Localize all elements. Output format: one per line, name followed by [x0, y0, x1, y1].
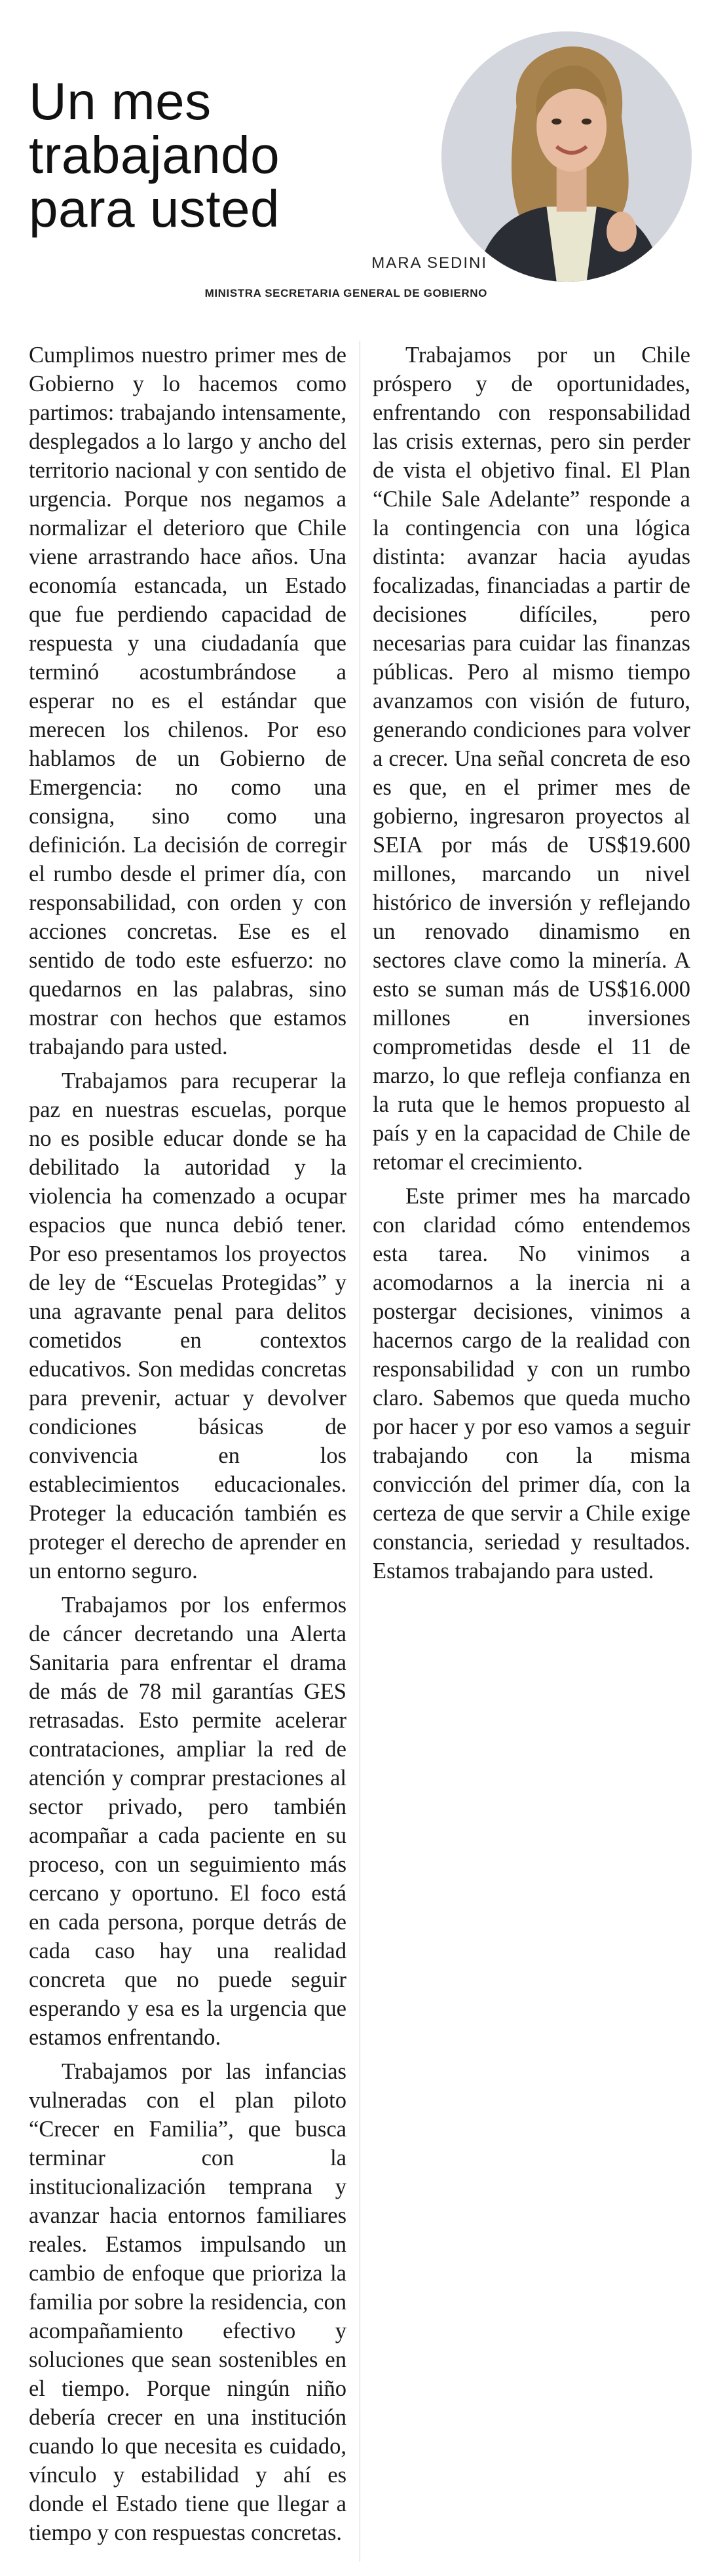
- headline-line-1: Un mes: [29, 71, 212, 130]
- author-portrait: [441, 31, 692, 282]
- headline: [29, 71, 422, 238]
- article-paragraph: Cumplimos nuestro primer mes de Gobierno y lo hacemos como partimos: trabajando intensamente, desplegados a lo largo y ancho del territorio nacional y con sentido de urgencia. Porque nos negamos a normalizar el deterioro que Chile viene arrastrando hace años. Una economía estancada, un Estado que fue perdiendo capacidad de respuesta y una ciudadanía que terminó acostumbrándose a esperar no es el estándar que merecen los chilenos. Por eso hablamos de un Gobierno de Emergencia: no como una consigna, sino como una definición. La decisión de corregir el rumbo desde el primer día, con responsabilidad, con orden y con acciones concretas. Ese es el sentido de todo este esfuerzo: no quedarnos en las palabras, sino mostrar con hechos que estamos trabajando para usted.: [29, 343, 346, 1059]
- article-paragraph: Trabajamos por los enfermos de cáncer decretando una Alerta Sanitaria para enfrentar el drama de más de 78 mil garantías GES retrasadas. Esto permite acelerar contrataciones, ampliar la red de atención y comprar prestaciones al sector privado, pero también acompañar a cada paciente en su proceso, con un seguimiento más cercano y oportuno. El foco está en cada persona, porque detrás de cada caso hay una realidad concreta que no puede seguir esperando y esa es la urgencia que estamos enfrentando.: [29, 1593, 346, 2050]
- article-paragraph: Trabajamos para recuperar la paz en nuestras escuelas, porque no es posible educar donde se ha debilitado la autoridad y la violencia ha comenzado a ocupar espacios que nunca debió tener. Por eso presentamos los proyectos de ley de “Escuelas Protegidas” y una agravante penal para delitos cometidos en contextos educativos. Son medidas concretas para prevenir, actuar y devolver condiciones básicas de convivencia en los establecimientos educacionales. Proteger la educación también es proteger el derecho de aprender en un entorno seguro.: [29, 1069, 346, 1583]
- headline-line-3: para usted: [29, 179, 280, 238]
- author-name: MARA SEDINI: [371, 254, 487, 272]
- article-paragraph: Trabajamos por las infancias vulneradas con el plan piloto “Crecer en Familia”, que busca terminar con la institucionalización temprana y avanzar hacia entornos familiares reales. Estamos impulsando un cambio de enfoque que prioriza la familia por sobre la residencia, con acompañamiento efectivo y soluciones que sean sostenibles en el tiempo. Porque ningún niño debería crecer en una institución cuando lo que necesita es cuidado, vínculo y estabilidad y ahí es donde el Estado tiene que llegar a tiempo y con respuestas concretas.: [29, 2059, 346, 2545]
- article-paragraph: Este primer mes ha marcado con claridad cómo entendemos esta tarea. No vinimos a acomodarnos a la inercia ni a postergar decisiones, vinimos a hacernos cargo de la realidad con responsabilidad y con un rumbo claro. Sabemos que queda mucho por hacer y por eso vamos a seguir trabajando con la misma convicción del primer día, con la certeza de que servir a Chile exige constancia, seriedad y resultados. Estamos trabajando para usted.: [373, 1184, 690, 1583]
- headline-line-2: trabajando: [29, 125, 280, 184]
- article-body: [29, 341, 690, 2562]
- author-role: MINISTRA SECRETARIA GENERAL DE GOBIERNO: [204, 287, 487, 299]
- article-paragraph: Trabajamos por un Chile próspero y de oportunidades, enfrentando con responsabilidad las crisis externas, pero sin perder de vista el objetivo final. El Plan “Chile Sale Adelante” responde a la contingencia con una lógica distinta: avanzar hacia ayudas focalizadas, financiadas a partir de decisiones difíciles, pero necesarias para cuidar las finanzas públicas. Pero al mismo tiempo avanzamos con visión de futuro, generando condiciones para volver a crecer. Una señal concreta de eso es que, en el primer mes de gobierno, ingresaron proyectos al SEIA por más de US$19.600 millones, marcando un nivel histórico de inversión y reflejando un renovado dinamismo en sectores clave como la minería. A esto se suman más de US$16.000 millones en inversiones comprometidas desde el 11 de marzo, lo que refleja confianza en la ruta que le hemos propuesto al país y en la capacidad de Chile de retomar el crecimiento.: [373, 343, 690, 1175]
